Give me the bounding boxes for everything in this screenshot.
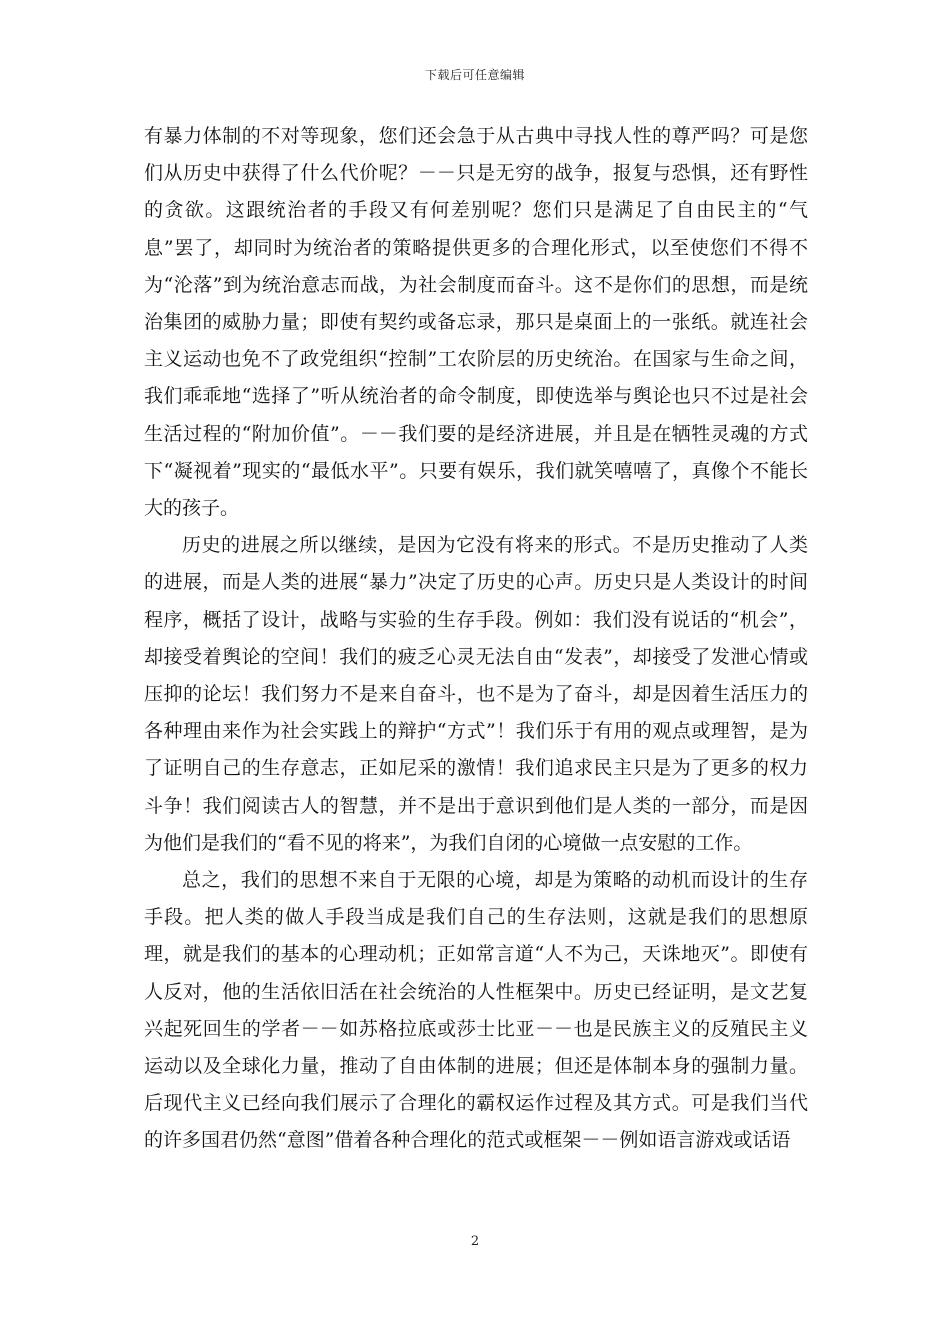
page-header: 下载后可任意编辑 <box>424 68 525 82</box>
paragraph-3: 总之，我们的思想不来自于无限的心境，却是为策略的动机而设计的生存手段。把人类的做人手段当成是我们自己的生存法则，这就是我们的思想原理，就是我们的基本的心理动机；正如常言道“人不为己，天诛地灭”。即使有人反对，他的生活依旧活在社会统治的人性框架中。历史已经证明，是文艺复兴起死回生的学者－－如苏格拉底或莎士比亚－－也是民族主义的反殖民主义运动以及全球化力量，推动了自由体制的进展；但还是体制本身的强制力量。后现代主义已经向我们展示了合理化的霸权运作过程及其方式。可是我们当代的许多国君仍然“意图”借着各种合理化的范式或框架－－例如语言游戏或话语 <box>144 869 808 1152</box>
document-body <box>144 118 808 1160</box>
paragraph-1: 有暴力体制的不对等现象，您们还会急于从古典中寻找人性的尊严吗？可是您们从历史中获得了什么代价呢？－－只是无穷的战争，报复与恐惧，还有野性的贪欲。这跟统治者的手段又有何差别呢？您们只是满足了自由民主的“气息”罢了，却同时为统治者的策略提供更多的合理化形式，以至使您们不得不为“沦落”到为统治意志而战，为社会制度而奋斗。这不是你们的思想，而是统治集团的威胁力量；即使有契约或备忘录，那只是桌面上的一张纸。就连社会主义运动也免不了政党组织“控制”工农阶层的历史统治。在国家与生命之间，我们乖乖地“选择了”听从统治者的命令制度，即使选举与舆论也只不过是社会生活过程的“附加价值”。－－我们要的是经济进展，并且是在牺牲灵魂的方式下“凝视着”现实的“最低水平”。只要有娱乐，我们就笑嘻嘻了，真像个不能长大的孩子。 <box>144 125 808 520</box>
paragraph-2: 历史的进展之所以继续，是因为它没有将来的形式。不是历史推动了人类的进展，而是人类的进展“暴力”决定了历史的心声。历史只是人类设计的时间程序，概括了设计，战略与实验的生存手段。例如：我们没有说话的“机会”，却接受着舆论的空间！我们的疲乏心灵无法自由“发表”，却接受了发泄心情或压抑的论坛！我们努力不是来自奋斗，也不是为了奋斗，却是因着生活压力的各种理由来作为社会实践上的辩护“方式”！我们乐于有用的观点或理智，是为了证明自己的生存意志，正如尼采的激情！我们追求民主只是为了更多的权力斗争！我们阅读古人的智慧，并不是出于意识到他们是人类的一部分，而是因为他们是我们的“看不见的将来”，为我们自闭的心境做一点安慰的工作。 <box>144 534 808 854</box>
page-number: 2 <box>470 1234 480 1249</box>
